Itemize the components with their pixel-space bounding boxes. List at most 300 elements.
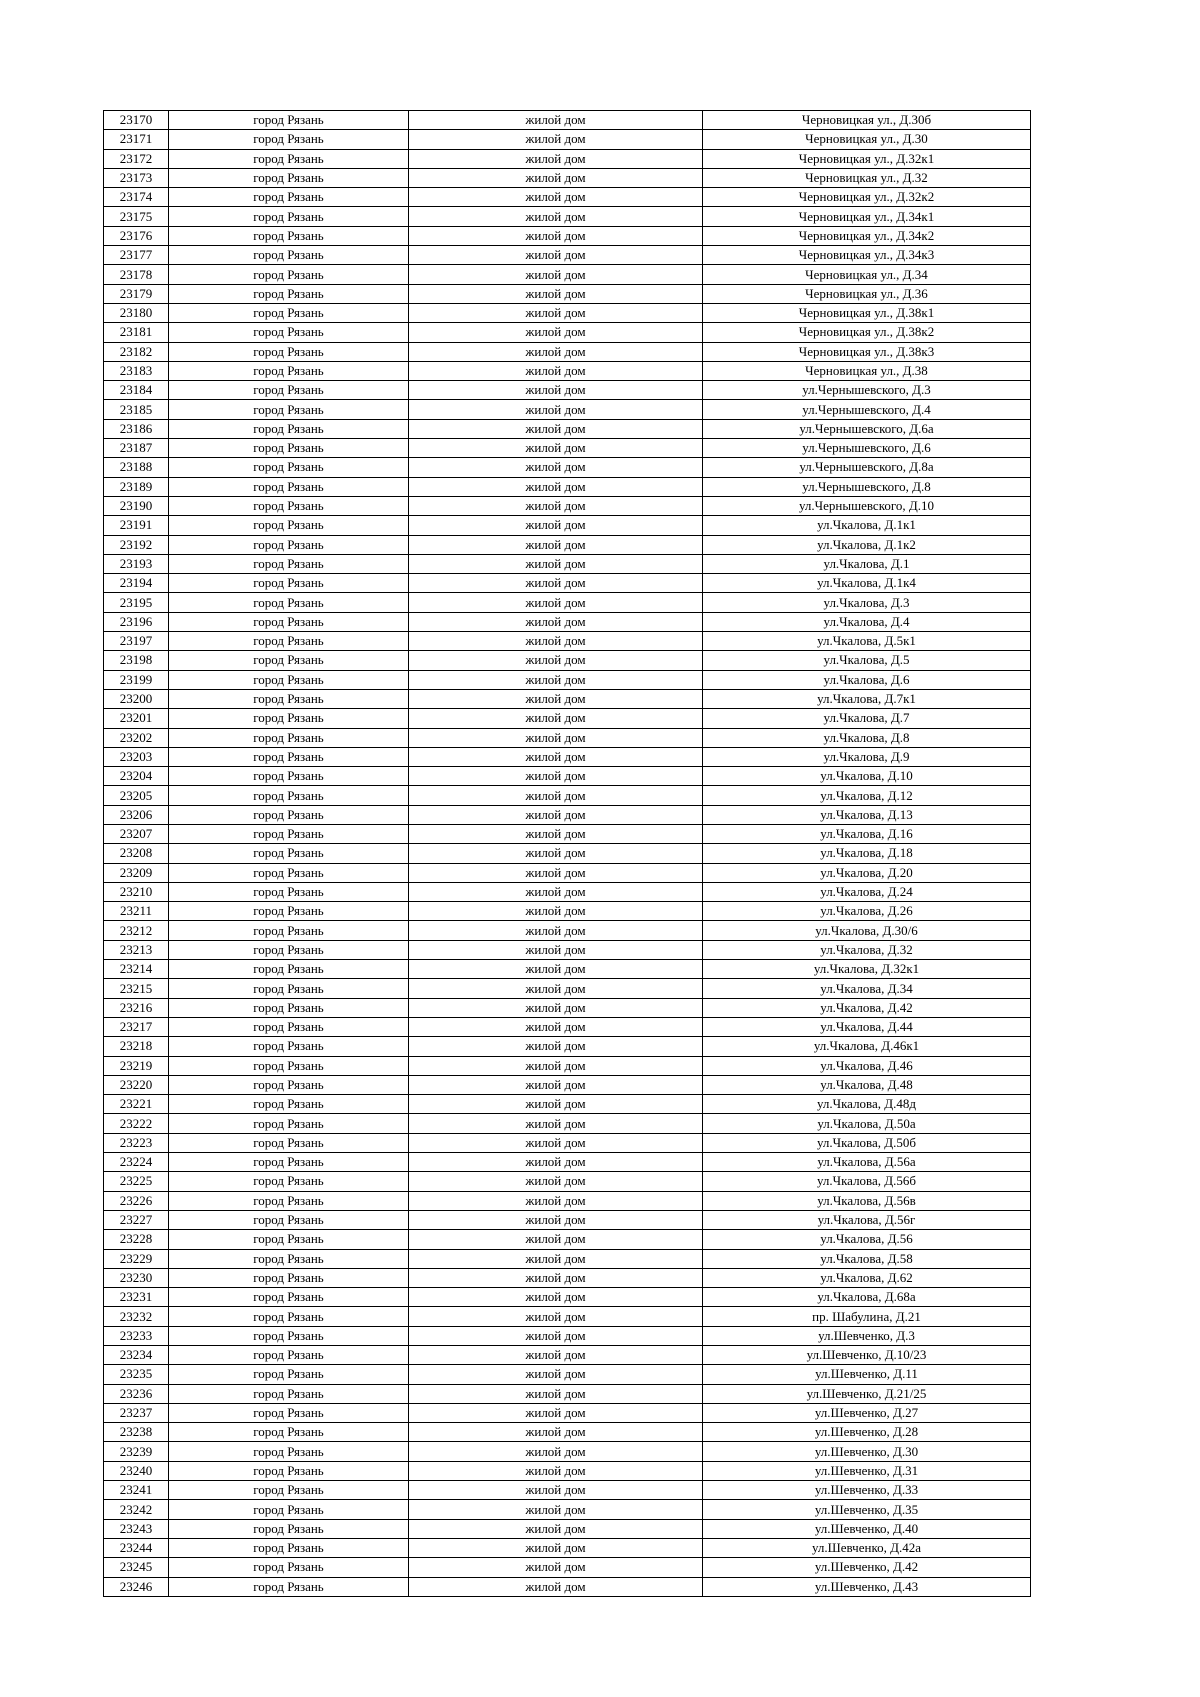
building-type-cell: жилой дом bbox=[409, 1519, 703, 1538]
city-cell: город Рязань bbox=[169, 747, 409, 766]
address-cell: ул.Шевченко, Д.11 bbox=[703, 1365, 1031, 1384]
row-number: 23236 bbox=[104, 1384, 169, 1403]
building-type-cell: жилой дом bbox=[409, 1558, 703, 1577]
row-number: 23245 bbox=[104, 1558, 169, 1577]
row-number: 23242 bbox=[104, 1500, 169, 1519]
city-cell: город Рязань bbox=[169, 1075, 409, 1094]
address-cell: ул.Шевченко, Д.27 bbox=[703, 1403, 1031, 1422]
row-number: 23186 bbox=[104, 419, 169, 438]
table-row bbox=[104, 439, 1031, 458]
table-row bbox=[104, 284, 1031, 303]
address-cell: ул.Чкалова, Д.56 bbox=[703, 1230, 1031, 1249]
table-row bbox=[104, 1095, 1031, 1114]
address-cell: ул.Чкалова, Д.10 bbox=[703, 767, 1031, 786]
building-type-cell: жилой дом bbox=[409, 458, 703, 477]
address-cell: Черновицкая ул., Д.32к2 bbox=[703, 188, 1031, 207]
building-type-cell: жилой дом bbox=[409, 1538, 703, 1557]
table-row bbox=[104, 323, 1031, 342]
table-row bbox=[104, 226, 1031, 245]
row-number: 23228 bbox=[104, 1230, 169, 1249]
building-type-cell: жилой дом bbox=[409, 767, 703, 786]
address-cell: ул.Чкалова, Д.32к1 bbox=[703, 960, 1031, 979]
address-cell: ул.Чкалова, Д.20 bbox=[703, 863, 1031, 882]
city-cell: город Рязань bbox=[169, 361, 409, 380]
row-number: 23241 bbox=[104, 1481, 169, 1500]
table-row bbox=[104, 1133, 1031, 1152]
row-number: 23240 bbox=[104, 1461, 169, 1480]
row-number: 23173 bbox=[104, 168, 169, 187]
city-cell: город Рязань bbox=[169, 824, 409, 843]
address-cell: ул.Чкалова, Д.50б bbox=[703, 1133, 1031, 1152]
building-type-cell: жилой дом bbox=[409, 400, 703, 419]
row-number: 23215 bbox=[104, 979, 169, 998]
address-cell: Черновицкая ул., Д.38 bbox=[703, 361, 1031, 380]
row-number: 23235 bbox=[104, 1365, 169, 1384]
city-cell: город Рязань bbox=[169, 1037, 409, 1056]
row-number: 23192 bbox=[104, 535, 169, 554]
row-number: 23193 bbox=[104, 554, 169, 573]
row-number: 23190 bbox=[104, 496, 169, 515]
table-row bbox=[104, 670, 1031, 689]
address-cell: ул.Чкалова, Д.4 bbox=[703, 612, 1031, 631]
table-row bbox=[104, 1461, 1031, 1480]
address-cell: Черновицкая ул., Д.38к3 bbox=[703, 342, 1031, 361]
table-row bbox=[104, 689, 1031, 708]
city-cell: город Рязань bbox=[169, 1307, 409, 1326]
table-row bbox=[104, 651, 1031, 670]
table-row bbox=[104, 612, 1031, 631]
address-cell: ул.Чкалова, Д.62 bbox=[703, 1268, 1031, 1287]
row-number: 23175 bbox=[104, 207, 169, 226]
address-cell: ул.Чкалова, Д.56в bbox=[703, 1191, 1031, 1210]
address-cell: ул.Чкалова, Д.56б bbox=[703, 1172, 1031, 1191]
table-row bbox=[104, 1538, 1031, 1557]
building-type-cell: жилой дом bbox=[409, 1075, 703, 1094]
table-row bbox=[104, 747, 1031, 766]
building-type-cell: жилой дом bbox=[409, 381, 703, 400]
address-cell: ул.Шевченко, Д.40 bbox=[703, 1519, 1031, 1538]
building-type-cell: жилой дом bbox=[409, 998, 703, 1017]
building-type-cell: жилой дом bbox=[409, 496, 703, 515]
row-number: 23201 bbox=[104, 709, 169, 728]
city-cell: город Рязань bbox=[169, 1423, 409, 1442]
city-cell: город Рязань bbox=[169, 1384, 409, 1403]
building-type-cell: жилой дом bbox=[409, 1403, 703, 1422]
city-cell: город Рязань bbox=[169, 1114, 409, 1133]
table-row bbox=[104, 207, 1031, 226]
row-number: 23216 bbox=[104, 998, 169, 1017]
city-cell: город Рязань bbox=[169, 303, 409, 322]
address-cell: ул.Чкалова, Д.8 bbox=[703, 728, 1031, 747]
address-cell: ул.Чкалова, Д.12 bbox=[703, 786, 1031, 805]
city-cell: город Рязань bbox=[169, 960, 409, 979]
city-cell: город Рязань bbox=[169, 709, 409, 728]
row-number: 23209 bbox=[104, 863, 169, 882]
city-cell: город Рязань bbox=[169, 1056, 409, 1075]
city-cell: город Рязань bbox=[169, 111, 409, 130]
building-type-cell: жилой дом bbox=[409, 882, 703, 901]
building-type-cell: жилой дом bbox=[409, 1191, 703, 1210]
city-cell: город Рязань bbox=[169, 689, 409, 708]
city-cell: город Рязань bbox=[169, 574, 409, 593]
city-cell: город Рязань bbox=[169, 1365, 409, 1384]
building-type-cell: жилой дом bbox=[409, 1423, 703, 1442]
table-row bbox=[104, 882, 1031, 901]
row-number: 23219 bbox=[104, 1056, 169, 1075]
building-type-cell: жилой дом bbox=[409, 1210, 703, 1229]
row-number: 23203 bbox=[104, 747, 169, 766]
city-cell: город Рязань bbox=[169, 921, 409, 940]
address-cell: ул.Чкалова, Д.30/6 bbox=[703, 921, 1031, 940]
table-row bbox=[104, 1017, 1031, 1036]
table-row bbox=[104, 1114, 1031, 1133]
city-cell: город Рязань bbox=[169, 844, 409, 863]
building-type-cell: жилой дом bbox=[409, 1326, 703, 1345]
row-number: 23243 bbox=[104, 1519, 169, 1538]
address-cell: ул.Чкалова, Д.18 bbox=[703, 844, 1031, 863]
table-row bbox=[104, 1075, 1031, 1094]
row-number: 23185 bbox=[104, 400, 169, 419]
address-cell: Черновицкая ул., Д.34 bbox=[703, 265, 1031, 284]
table-row bbox=[104, 1172, 1031, 1191]
building-type-cell: жилой дом bbox=[409, 1500, 703, 1519]
building-type-cell: жилой дом bbox=[409, 226, 703, 245]
row-number: 23226 bbox=[104, 1191, 169, 1210]
table-row bbox=[104, 535, 1031, 554]
building-type-cell: жилой дом bbox=[409, 1133, 703, 1152]
address-cell: ул.Шевченко, Д.30 bbox=[703, 1442, 1031, 1461]
building-type-cell: жилой дом bbox=[409, 1056, 703, 1075]
building-type-cell: жилой дом bbox=[409, 824, 703, 843]
building-type-cell: жилой дом bbox=[409, 632, 703, 651]
city-cell: город Рязань bbox=[169, 767, 409, 786]
city-cell: город Рязань bbox=[169, 1403, 409, 1422]
city-cell: город Рязань bbox=[169, 1210, 409, 1229]
row-number: 23213 bbox=[104, 940, 169, 959]
row-number: 23197 bbox=[104, 632, 169, 651]
table-row bbox=[104, 111, 1031, 130]
city-cell: город Рязань bbox=[169, 786, 409, 805]
city-cell: город Рязань bbox=[169, 1191, 409, 1210]
building-type-cell: жилой дом bbox=[409, 574, 703, 593]
city-cell: город Рязань bbox=[169, 1095, 409, 1114]
address-cell: ул.Шевченко, Д.43 bbox=[703, 1577, 1031, 1596]
address-cell: ул.Чкалова, Д.13 bbox=[703, 805, 1031, 824]
city-cell: город Рязань bbox=[169, 805, 409, 824]
row-number: 23218 bbox=[104, 1037, 169, 1056]
building-type-cell: жилой дом bbox=[409, 1365, 703, 1384]
address-cell: ул.Чкалова, Д.9 bbox=[703, 747, 1031, 766]
address-cell: ул.Чкалова, Д.1 bbox=[703, 554, 1031, 573]
address-cell: ул.Шевченко, Д.31 bbox=[703, 1461, 1031, 1480]
building-type-cell: жилой дом bbox=[409, 921, 703, 940]
city-cell: город Рязань bbox=[169, 458, 409, 477]
building-type-cell: жилой дом bbox=[409, 1249, 703, 1268]
building-type-cell: жилой дом bbox=[409, 1288, 703, 1307]
address-cell: ул.Чкалова, Д.6 bbox=[703, 670, 1031, 689]
building-type-cell: жилой дом bbox=[409, 323, 703, 342]
row-number: 23233 bbox=[104, 1326, 169, 1345]
row-number: 23189 bbox=[104, 477, 169, 496]
city-cell: город Рязань bbox=[169, 612, 409, 631]
housing-registry-table bbox=[103, 110, 1031, 1597]
table-row bbox=[104, 342, 1031, 361]
city-cell: город Рязань bbox=[169, 381, 409, 400]
table-row bbox=[104, 1056, 1031, 1075]
building-type-cell: жилой дом bbox=[409, 902, 703, 921]
address-cell: ул.Шевченко, Д.10/23 bbox=[703, 1346, 1031, 1365]
address-cell: ул.Чернышевского, Д.10 bbox=[703, 496, 1031, 515]
building-type-cell: жилой дом bbox=[409, 1384, 703, 1403]
row-number: 23234 bbox=[104, 1346, 169, 1365]
table-row bbox=[104, 632, 1031, 651]
row-number: 23211 bbox=[104, 902, 169, 921]
table-row bbox=[104, 1153, 1031, 1172]
table-row bbox=[104, 496, 1031, 515]
table-row bbox=[104, 1326, 1031, 1345]
row-number: 23172 bbox=[104, 149, 169, 168]
city-cell: город Рязань bbox=[169, 728, 409, 747]
address-cell: ул.Чкалова, Д.56а bbox=[703, 1153, 1031, 1172]
building-type-cell: жилой дом bbox=[409, 670, 703, 689]
city-cell: город Рязань bbox=[169, 1017, 409, 1036]
table-row bbox=[104, 998, 1031, 1017]
table-row bbox=[104, 168, 1031, 187]
address-cell: ул.Чкалова, Д.48д bbox=[703, 1095, 1031, 1114]
table-row bbox=[104, 767, 1031, 786]
table-row bbox=[104, 709, 1031, 728]
row-number: 23206 bbox=[104, 805, 169, 824]
row-number: 23181 bbox=[104, 323, 169, 342]
row-number: 23188 bbox=[104, 458, 169, 477]
table-row bbox=[104, 1500, 1031, 1519]
table-row bbox=[104, 554, 1031, 573]
address-cell: ул.Шевченко, Д.21/25 bbox=[703, 1384, 1031, 1403]
city-cell: город Рязань bbox=[169, 1268, 409, 1287]
table-row bbox=[104, 863, 1031, 882]
building-type-cell: жилой дом bbox=[409, 1172, 703, 1191]
row-number: 23177 bbox=[104, 246, 169, 265]
city-cell: город Рязань bbox=[169, 188, 409, 207]
address-cell: Черновицкая ул., Д.32к1 bbox=[703, 149, 1031, 168]
city-cell: город Рязань bbox=[169, 1481, 409, 1500]
table-row bbox=[104, 1577, 1031, 1596]
row-number: 23210 bbox=[104, 882, 169, 901]
address-cell: ул.Чкалова, Д.46 bbox=[703, 1056, 1031, 1075]
row-number: 23187 bbox=[104, 439, 169, 458]
city-cell: город Рязань bbox=[169, 882, 409, 901]
building-type-cell: жилой дом bbox=[409, 188, 703, 207]
city-cell: город Рязань bbox=[169, 284, 409, 303]
city-cell: город Рязань bbox=[169, 651, 409, 670]
table-row bbox=[104, 921, 1031, 940]
building-type-cell: жилой дом bbox=[409, 979, 703, 998]
building-type-cell: жилой дом bbox=[409, 361, 703, 380]
row-number: 23227 bbox=[104, 1210, 169, 1229]
address-cell: ул.Чернышевского, Д.4 bbox=[703, 400, 1031, 419]
city-cell: город Рязань bbox=[169, 1558, 409, 1577]
city-cell: город Рязань bbox=[169, 1442, 409, 1461]
row-number: 23182 bbox=[104, 342, 169, 361]
table-row bbox=[104, 1210, 1031, 1229]
address-cell: ул.Чкалова, Д.1к1 bbox=[703, 516, 1031, 535]
address-cell: ул.Чкалова, Д.46к1 bbox=[703, 1037, 1031, 1056]
address-cell: Черновицкая ул., Д.34к1 bbox=[703, 207, 1031, 226]
building-type-cell: жилой дом bbox=[409, 477, 703, 496]
table-row bbox=[104, 1191, 1031, 1210]
city-cell: город Рязань bbox=[169, 554, 409, 573]
table-row bbox=[104, 188, 1031, 207]
address-cell: ул.Шевченко, Д.42а bbox=[703, 1538, 1031, 1557]
address-cell: ул.Чкалова, Д.16 bbox=[703, 824, 1031, 843]
row-number: 23221 bbox=[104, 1095, 169, 1114]
row-number: 23207 bbox=[104, 824, 169, 843]
table-row bbox=[104, 381, 1031, 400]
address-cell: Черновицкая ул., Д.30 bbox=[703, 130, 1031, 149]
row-number: 23220 bbox=[104, 1075, 169, 1094]
address-cell: Черновицкая ул., Д.36 bbox=[703, 284, 1031, 303]
row-number: 23205 bbox=[104, 786, 169, 805]
building-type-cell: жилой дом bbox=[409, 284, 703, 303]
building-type-cell: жилой дом bbox=[409, 805, 703, 824]
building-type-cell: жилой дом bbox=[409, 1114, 703, 1133]
table-row bbox=[104, 1558, 1031, 1577]
table-row bbox=[104, 400, 1031, 419]
city-cell: город Рязань bbox=[169, 1577, 409, 1596]
row-number: 23178 bbox=[104, 265, 169, 284]
address-cell: Черновицкая ул., Д.30б bbox=[703, 111, 1031, 130]
table-row bbox=[104, 303, 1031, 322]
row-number: 23225 bbox=[104, 1172, 169, 1191]
building-type-cell: жилой дом bbox=[409, 1017, 703, 1036]
row-number: 23223 bbox=[104, 1133, 169, 1152]
address-cell: ул.Чкалова, Д.3 bbox=[703, 593, 1031, 612]
address-cell: ул.Шевченко, Д.3 bbox=[703, 1326, 1031, 1345]
row-number: 23191 bbox=[104, 516, 169, 535]
city-cell: город Рязань bbox=[169, 342, 409, 361]
address-cell: ул.Чкалова, Д.26 bbox=[703, 902, 1031, 921]
address-cell: Черновицкая ул., Д.32 bbox=[703, 168, 1031, 187]
city-cell: город Рязань bbox=[169, 168, 409, 187]
building-type-cell: жилой дом bbox=[409, 439, 703, 458]
table-row bbox=[104, 593, 1031, 612]
table-row bbox=[104, 516, 1031, 535]
city-cell: город Рязань bbox=[169, 419, 409, 438]
city-cell: город Рязань bbox=[169, 226, 409, 245]
address-cell: ул.Шевченко, Д.33 bbox=[703, 1481, 1031, 1500]
address-cell: Черновицкая ул., Д.38к2 bbox=[703, 323, 1031, 342]
table-row bbox=[104, 1442, 1031, 1461]
address-cell: ул.Чернышевского, Д.8а bbox=[703, 458, 1031, 477]
address-cell: ул.Чкалова, Д.32 bbox=[703, 940, 1031, 959]
address-cell: ул.Чернышевского, Д.6а bbox=[703, 419, 1031, 438]
building-type-cell: жилой дом bbox=[409, 960, 703, 979]
city-cell: город Рязань bbox=[169, 149, 409, 168]
table-row bbox=[104, 786, 1031, 805]
building-type-cell: жилой дом bbox=[409, 1442, 703, 1461]
table-row bbox=[104, 477, 1031, 496]
building-type-cell: жилой дом bbox=[409, 786, 703, 805]
building-type-cell: жилой дом bbox=[409, 535, 703, 554]
address-cell: ул.Чернышевского, Д.3 bbox=[703, 381, 1031, 400]
city-cell: город Рязань bbox=[169, 477, 409, 496]
table-row bbox=[104, 960, 1031, 979]
table-row bbox=[104, 458, 1031, 477]
city-cell: город Рязань bbox=[169, 1230, 409, 1249]
building-type-cell: жилой дом bbox=[409, 1153, 703, 1172]
table-row bbox=[104, 1249, 1031, 1268]
table-row bbox=[104, 1037, 1031, 1056]
building-type-cell: жилой дом bbox=[409, 303, 703, 322]
table-row bbox=[104, 1423, 1031, 1442]
city-cell: город Рязань bbox=[169, 246, 409, 265]
row-number: 23195 bbox=[104, 593, 169, 612]
building-type-cell: жилой дом bbox=[409, 844, 703, 863]
building-type-cell: жилой дом bbox=[409, 1577, 703, 1596]
table-row bbox=[104, 1307, 1031, 1326]
table-row bbox=[104, 130, 1031, 149]
address-cell: Черновицкая ул., Д.34к2 bbox=[703, 226, 1031, 245]
table-row bbox=[104, 1268, 1031, 1287]
row-number: 23222 bbox=[104, 1114, 169, 1133]
table-row bbox=[104, 940, 1031, 959]
building-type-cell: жилой дом bbox=[409, 516, 703, 535]
table-row bbox=[104, 824, 1031, 843]
city-cell: город Рязань bbox=[169, 593, 409, 612]
building-type-cell: жилой дом bbox=[409, 149, 703, 168]
row-number: 23199 bbox=[104, 670, 169, 689]
table-row bbox=[104, 246, 1031, 265]
city-cell: город Рязань bbox=[169, 1346, 409, 1365]
city-cell: город Рязань bbox=[169, 1500, 409, 1519]
city-cell: город Рязань bbox=[169, 1519, 409, 1538]
row-number: 23231 bbox=[104, 1288, 169, 1307]
city-cell: город Рязань bbox=[169, 998, 409, 1017]
building-type-cell: жилой дом bbox=[409, 1481, 703, 1500]
building-type-cell: жилой дом bbox=[409, 709, 703, 728]
row-number: 23198 bbox=[104, 651, 169, 670]
row-number: 23239 bbox=[104, 1442, 169, 1461]
row-number: 23208 bbox=[104, 844, 169, 863]
address-cell: Черновицкая ул., Д.34к3 bbox=[703, 246, 1031, 265]
city-cell: город Рязань bbox=[169, 632, 409, 651]
row-number: 23224 bbox=[104, 1153, 169, 1172]
city-cell: город Рязань bbox=[169, 1461, 409, 1480]
row-number: 23170 bbox=[104, 111, 169, 130]
address-cell: ул.Чкалова, Д.5 bbox=[703, 651, 1031, 670]
building-type-cell: жилой дом bbox=[409, 863, 703, 882]
address-cell: ул.Шевченко, Д.42 bbox=[703, 1558, 1031, 1577]
address-cell: ул.Чкалова, Д.24 bbox=[703, 882, 1031, 901]
building-type-cell: жилой дом bbox=[409, 265, 703, 284]
building-type-cell: жилой дом bbox=[409, 1230, 703, 1249]
table-row bbox=[104, 419, 1031, 438]
address-cell: ул.Чкалова, Д.7к1 bbox=[703, 689, 1031, 708]
table-row bbox=[104, 1230, 1031, 1249]
building-type-cell: жилой дом bbox=[409, 651, 703, 670]
city-cell: город Рязань bbox=[169, 863, 409, 882]
row-number: 23238 bbox=[104, 1423, 169, 1442]
city-cell: город Рязань bbox=[169, 1249, 409, 1268]
city-cell: город Рязань bbox=[169, 400, 409, 419]
city-cell: город Рязань bbox=[169, 1172, 409, 1191]
row-number: 23246 bbox=[104, 1577, 169, 1596]
table-row bbox=[104, 1365, 1031, 1384]
address-cell: ул.Шевченко, Д.28 bbox=[703, 1423, 1031, 1442]
city-cell: город Рязань bbox=[169, 439, 409, 458]
city-cell: город Рязань bbox=[169, 670, 409, 689]
building-type-cell: жилой дом bbox=[409, 940, 703, 959]
